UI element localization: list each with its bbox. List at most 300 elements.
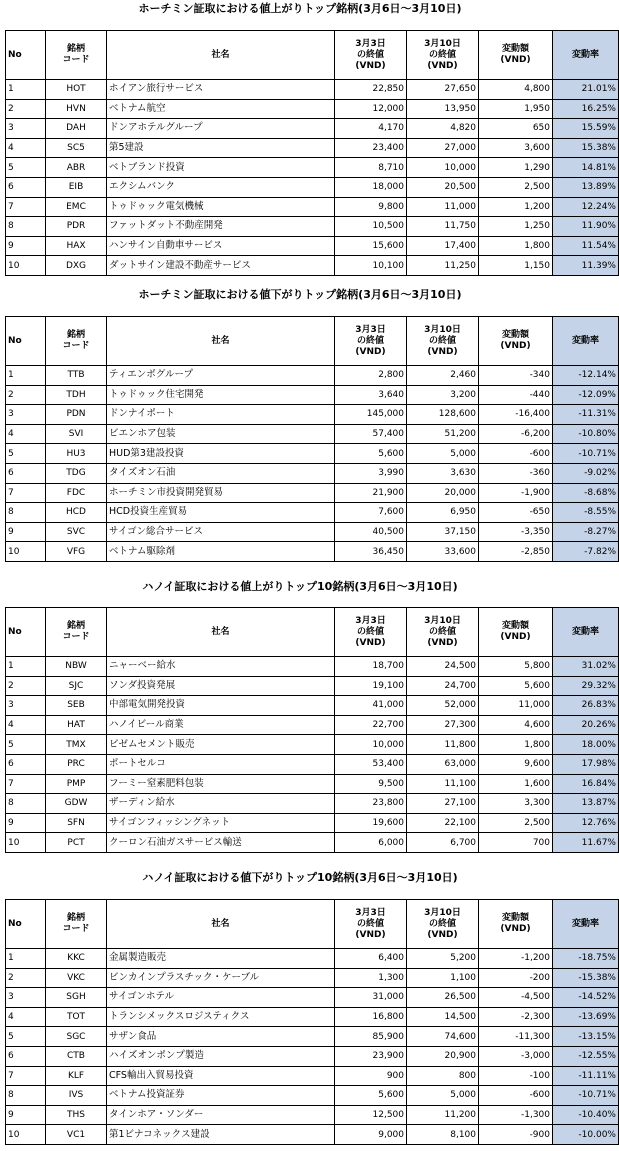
company-name: 中部電気開発投資 (107, 696, 335, 716)
close-mar10: 10,000 (407, 158, 479, 178)
header-code: 銘柄 コード (46, 608, 107, 657)
stock-code: HVN (46, 99, 107, 119)
close-mar3: 19,100 (335, 676, 407, 696)
row-no: 2 (6, 676, 46, 696)
table-row (6, 483, 619, 503)
table-row (6, 444, 619, 464)
table-row (6, 424, 619, 444)
close-mar3: 9,800 (335, 197, 407, 217)
table-row (6, 988, 619, 1008)
header-no: No (6, 608, 46, 657)
change-amount: 700 (479, 833, 553, 853)
change-amount: -1,300 (479, 1105, 553, 1125)
company-name: サザン食品 (107, 1027, 335, 1047)
change-rate: -12.09% (553, 385, 619, 405)
table-row (6, 385, 619, 405)
close-mar3: 41,000 (335, 696, 407, 716)
close-mar10: 6,700 (407, 833, 479, 853)
stock-code: SJC (46, 676, 107, 696)
company-name: ベトナム航空 (107, 99, 335, 119)
close-mar3: 7,600 (335, 503, 407, 523)
close-mar3: 9,500 (335, 774, 407, 794)
change-amount: -360 (479, 463, 553, 483)
change-rate: -8.27% (553, 522, 619, 542)
change-amount: 1,290 (479, 158, 553, 178)
stock-code: KLF (46, 1066, 107, 1086)
close-mar3: 16,800 (335, 1007, 407, 1027)
header-mar10-close: 3月10日 の終値 (VND) (407, 317, 479, 366)
company-name: トランシメックスロジスティクス (107, 1007, 335, 1027)
company-name: ドンナイポート (107, 405, 335, 425)
row-no: 1 (6, 657, 46, 677)
change-amount: -3,350 (479, 522, 553, 542)
table-row (6, 833, 619, 853)
change-rate: 26.83% (553, 696, 619, 716)
change-rate: 20.26% (553, 715, 619, 735)
header-name: 社名 (107, 31, 335, 80)
row-no: 5 (6, 1027, 46, 1047)
table-row (6, 542, 619, 562)
change-rate: -12.55% (553, 1046, 619, 1066)
close-mar10: 27,100 (407, 794, 479, 814)
change-amount: 1,800 (479, 236, 553, 256)
change-amount: 650 (479, 119, 553, 139)
close-mar3: 12,000 (335, 99, 407, 119)
close-mar10: 11,100 (407, 774, 479, 794)
change-rate: 12.24% (553, 197, 619, 217)
close-mar3: 10,500 (335, 217, 407, 237)
change-rate: 16.84% (553, 774, 619, 794)
stock-code: HOT (46, 80, 107, 100)
table-row (6, 968, 619, 988)
row-no: 6 (6, 1046, 46, 1066)
table-row (6, 754, 619, 774)
row-no: 2 (6, 968, 46, 988)
row-no: 1 (6, 80, 46, 100)
close-mar10: 26,500 (407, 988, 479, 1008)
change-amount: 4,600 (479, 715, 553, 735)
close-mar3: 1,300 (335, 968, 407, 988)
row-no: 5 (6, 735, 46, 755)
table-row (6, 177, 619, 197)
header-change: 変動額 (VND) (479, 900, 553, 949)
stock-code: GDW (46, 794, 107, 814)
close-mar10: 20,500 (407, 177, 479, 197)
table-row (6, 735, 619, 755)
close-mar3: 23,800 (335, 794, 407, 814)
table-title: ホーチミン証取における値上がりトップ銘柄(3月6日～3月10日) (138, 2, 462, 15)
change-rate: 17.98% (553, 754, 619, 774)
close-mar10: 17,400 (407, 236, 479, 256)
table-title: ハノイ証取における値下がりトップ10銘柄(3月6日～3月10日) (142, 871, 458, 884)
table-row (6, 256, 619, 276)
stock-code: VKC (46, 968, 107, 988)
table-row (6, 774, 619, 794)
change-amount: 5,600 (479, 676, 553, 696)
table-row (6, 676, 619, 696)
stock-code: KKC (46, 949, 107, 969)
close-mar10: 20,900 (407, 1046, 479, 1066)
change-amount: -4,500 (479, 988, 553, 1008)
stock-code: PMP (46, 774, 107, 794)
company-name: ドンアホテルグループ (107, 119, 335, 139)
table-row (6, 366, 619, 386)
row-no: 1 (6, 366, 46, 386)
change-amount: 1,800 (479, 735, 553, 755)
close-mar3: 900 (335, 1066, 407, 1086)
change-rate: -10.71% (553, 1086, 619, 1106)
header-name: 社名 (107, 900, 335, 949)
table-row (6, 1007, 619, 1027)
company-name: ビンカインプラスチック・ケーブル (107, 968, 335, 988)
company-name: サイゴンホテル (107, 988, 335, 1008)
stock-code: SGH (46, 988, 107, 1008)
change-rate: -7.82% (553, 542, 619, 562)
close-mar3: 2,800 (335, 366, 407, 386)
header-change: 変動額 (VND) (479, 608, 553, 657)
stock-code: EIB (46, 177, 107, 197)
change-amount: 11,000 (479, 696, 553, 716)
table-title: ホーチミン証取における値下がりトップ銘柄(3月6日～3月10日) (138, 288, 462, 301)
stock-code: HU3 (46, 444, 107, 464)
change-amount: 5,800 (479, 657, 553, 677)
change-rate: 11.67% (553, 833, 619, 853)
row-no: 5 (6, 444, 46, 464)
change-amount: 1,950 (479, 99, 553, 119)
close-mar10: 22,100 (407, 813, 479, 833)
table-row (6, 138, 619, 158)
close-mar10: 13,950 (407, 99, 479, 119)
company-name: 第1ビナコネックス建設 (107, 1125, 335, 1145)
table-row (6, 1027, 619, 1047)
change-rate: 11.39% (553, 256, 619, 276)
change-amount: -340 (479, 366, 553, 386)
row-no: 9 (6, 813, 46, 833)
header-code: 銘柄 コード (46, 31, 107, 80)
header-mar10-close: 3月10日 の終値 (VND) (407, 31, 479, 80)
header-mar3-close: 3月3日 の終値 (VND) (335, 900, 407, 949)
close-mar3: 85,900 (335, 1027, 407, 1047)
close-mar10: 1,100 (407, 968, 479, 988)
table-row (6, 99, 619, 119)
company-name: ザーディン給水 (107, 794, 335, 814)
company-name: ホイアン旅行サービス (107, 80, 335, 100)
table-row (6, 119, 619, 139)
table-row (6, 217, 619, 237)
company-name: CFS輸出入貿易投資 (107, 1066, 335, 1086)
header-no: No (6, 900, 46, 949)
close-mar10: 74,600 (407, 1027, 479, 1047)
table-header-row (6, 608, 619, 657)
close-mar3: 22,850 (335, 80, 407, 100)
row-no: 9 (6, 1105, 46, 1125)
table-row (6, 1066, 619, 1086)
close-mar3: 57,400 (335, 424, 407, 444)
table-header-row (6, 317, 619, 366)
row-no: 8 (6, 794, 46, 814)
row-no: 4 (6, 424, 46, 444)
company-name: サイゴンフィッシングネット (107, 813, 335, 833)
company-name: HUD第3建設投資 (107, 444, 335, 464)
company-name: ベトブランド投資 (107, 158, 335, 178)
change-amount: 3,600 (479, 138, 553, 158)
row-no: 6 (6, 754, 46, 774)
row-no: 4 (6, 138, 46, 158)
change-amount: -440 (479, 385, 553, 405)
change-rate: -11.11% (553, 1066, 619, 1086)
change-rate: 21.01% (553, 80, 619, 100)
close-mar3: 6,400 (335, 949, 407, 969)
change-rate: -10.80% (553, 424, 619, 444)
close-mar10: 11,250 (407, 256, 479, 276)
change-amount: -16,400 (479, 405, 553, 425)
change-rate: 11.90% (553, 217, 619, 237)
company-name: ソンダ投資発展 (107, 676, 335, 696)
change-rate: -11.31% (553, 405, 619, 425)
close-mar10: 11,750 (407, 217, 479, 237)
close-mar10: 24,500 (407, 657, 479, 677)
stock-code: SC5 (46, 138, 107, 158)
row-no: 6 (6, 177, 46, 197)
close-mar10: 20,000 (407, 483, 479, 503)
company-name: ビゼムセメント販売 (107, 735, 335, 755)
change-amount: -6,200 (479, 424, 553, 444)
close-mar10: 2,460 (407, 366, 479, 386)
close-mar3: 36,450 (335, 542, 407, 562)
company-name: ニャーベー給水 (107, 657, 335, 677)
header-mar3-close: 3月3日 の終値 (VND) (335, 608, 407, 657)
change-amount: -2,300 (479, 1007, 553, 1027)
row-no: 6 (6, 463, 46, 483)
change-amount: -900 (479, 1125, 553, 1145)
stock-table (5, 899, 619, 1145)
header-mar3-close: 3月3日 の終値 (VND) (335, 317, 407, 366)
close-mar3: 19,600 (335, 813, 407, 833)
change-rate: 11.54% (553, 236, 619, 256)
change-amount: -600 (479, 1086, 553, 1106)
stock-code: HCD (46, 503, 107, 523)
close-mar3: 5,600 (335, 444, 407, 464)
stock-code: HAT (46, 715, 107, 735)
close-mar3: 31,000 (335, 988, 407, 1008)
company-name: サイゴン総合サービス (107, 522, 335, 542)
change-rate: 15.38% (553, 138, 619, 158)
change-rate: -10.40% (553, 1105, 619, 1125)
close-mar3: 18,000 (335, 177, 407, 197)
close-mar3: 40,500 (335, 522, 407, 542)
stock-code: TOT (46, 1007, 107, 1027)
stock-code: PRC (46, 754, 107, 774)
company-name: ハンサイン自動車サービス (107, 236, 335, 256)
company-name: フーミー窒素肥料包装 (107, 774, 335, 794)
close-mar10: 11,000 (407, 197, 479, 217)
close-mar10: 51,200 (407, 424, 479, 444)
change-rate: 14.81% (553, 158, 619, 178)
stock-code: SVC (46, 522, 107, 542)
table-row (6, 1125, 619, 1145)
header-no: No (6, 317, 46, 366)
close-mar3: 6,000 (335, 833, 407, 853)
header-change-rate: 変動率 (553, 608, 619, 657)
close-mar10: 27,300 (407, 715, 479, 735)
close-mar3: 5,600 (335, 1086, 407, 1106)
table-row (6, 794, 619, 814)
header-name: 社名 (107, 317, 335, 366)
close-mar3: 10,100 (335, 256, 407, 276)
header-mar10-close: 3月10日 の終値 (VND) (407, 900, 479, 949)
close-mar3: 8,710 (335, 158, 407, 178)
table-row (6, 1046, 619, 1066)
company-name: ビエンホア包装 (107, 424, 335, 444)
table-row (6, 522, 619, 542)
row-no: 7 (6, 197, 46, 217)
row-no: 3 (6, 405, 46, 425)
change-amount: -100 (479, 1066, 553, 1086)
company-name: トゥドゥック住宅開発 (107, 385, 335, 405)
table-row (6, 405, 619, 425)
row-no: 10 (6, 542, 46, 562)
close-mar10: 11,200 (407, 1105, 479, 1125)
company-name: ハノイビール商業 (107, 715, 335, 735)
header-name: 社名 (107, 608, 335, 657)
stock-code: VC1 (46, 1125, 107, 1145)
table-row (6, 158, 619, 178)
stock-code: THS (46, 1105, 107, 1125)
table-row (6, 696, 619, 716)
row-no: 8 (6, 503, 46, 523)
close-mar10: 27,000 (407, 138, 479, 158)
close-mar10: 33,600 (407, 542, 479, 562)
change-amount: -2,850 (479, 542, 553, 562)
company-name: ベトナム投資証券 (107, 1086, 335, 1106)
change-rate: 16.25% (553, 99, 619, 119)
change-rate: 12.76% (553, 813, 619, 833)
close-mar10: 14,500 (407, 1007, 479, 1027)
company-name: 金属製造販売 (107, 949, 335, 969)
stock-code: ABR (46, 158, 107, 178)
row-no: 4 (6, 715, 46, 735)
table-row (6, 813, 619, 833)
change-amount: 4,800 (479, 80, 553, 100)
close-mar3: 21,900 (335, 483, 407, 503)
change-amount: -1,200 (479, 949, 553, 969)
row-no: 3 (6, 696, 46, 716)
row-no: 2 (6, 385, 46, 405)
stock-table (5, 30, 619, 276)
header-change-rate: 変動率 (553, 31, 619, 80)
change-rate: 29.32% (553, 676, 619, 696)
company-name: ティエンボグループ (107, 366, 335, 386)
change-rate: -13.69% (553, 1007, 619, 1027)
stock-table (5, 316, 619, 562)
stock-code: TDG (46, 463, 107, 483)
change-rate: -13.15% (553, 1027, 619, 1047)
stock-code: SGC (46, 1027, 107, 1047)
row-no: 3 (6, 988, 46, 1008)
close-mar10: 52,000 (407, 696, 479, 716)
stock-code: DXG (46, 256, 107, 276)
change-amount: -200 (479, 968, 553, 988)
change-amount: 1,150 (479, 256, 553, 276)
company-name: HCD投資生産貿易 (107, 503, 335, 523)
stock-code: DAH (46, 119, 107, 139)
change-amount: -3,000 (479, 1046, 553, 1066)
table-title: ハノイ証取における値上がりトップ10銘柄(3月6日～3月10日) (142, 580, 458, 593)
table-row (6, 197, 619, 217)
close-mar3: 12,500 (335, 1105, 407, 1125)
table-row (6, 463, 619, 483)
row-no: 7 (6, 1066, 46, 1086)
stock-code: SFN (46, 813, 107, 833)
change-amount: 2,500 (479, 177, 553, 197)
change-rate: 13.87% (553, 794, 619, 814)
change-amount: -600 (479, 444, 553, 464)
header-no: No (6, 31, 46, 80)
stock-code: TMX (46, 735, 107, 755)
change-amount: 3,300 (479, 794, 553, 814)
row-no: 9 (6, 236, 46, 256)
stock-code: IVS (46, 1086, 107, 1106)
row-no: 10 (6, 833, 46, 853)
row-no: 10 (6, 1125, 46, 1145)
stock-code: CTB (46, 1046, 107, 1066)
close-mar10: 6,950 (407, 503, 479, 523)
company-name: トゥドゥック電気機械 (107, 197, 335, 217)
change-rate: -18.75% (553, 949, 619, 969)
stock-code: TDH (46, 385, 107, 405)
header-code: 銘柄 コード (46, 900, 107, 949)
row-no: 10 (6, 256, 46, 276)
company-name: エクシムバンク (107, 177, 335, 197)
stock-table (5, 607, 619, 853)
change-rate: -10.00% (553, 1125, 619, 1145)
close-mar10: 3,200 (407, 385, 479, 405)
change-rate: 18.00% (553, 735, 619, 755)
close-mar10: 5,200 (407, 949, 479, 969)
close-mar10: 24,700 (407, 676, 479, 696)
change-rate: 31.02% (553, 657, 619, 677)
row-no: 7 (6, 483, 46, 503)
stock-code: SVI (46, 424, 107, 444)
table-header-row (6, 900, 619, 949)
row-no: 8 (6, 217, 46, 237)
stock-code: TTB (46, 366, 107, 386)
close-mar10: 4,820 (407, 119, 479, 139)
change-amount: -650 (479, 503, 553, 523)
company-name: ファットダット不動産開発 (107, 217, 335, 237)
table-row (6, 1086, 619, 1106)
table-row (6, 1105, 619, 1125)
change-amount: -11,300 (479, 1027, 553, 1047)
table-row (6, 657, 619, 677)
stock-code: PCT (46, 833, 107, 853)
change-rate: -12.14% (553, 366, 619, 386)
header-change-rate: 変動率 (553, 900, 619, 949)
change-amount: 1,200 (479, 197, 553, 217)
close-mar3: 4,170 (335, 119, 407, 139)
company-name: 第5建設 (107, 138, 335, 158)
company-name: ダットサイン建設不動産サービス (107, 256, 335, 276)
table-row (6, 715, 619, 735)
stock-code: SEB (46, 696, 107, 716)
table-row (6, 949, 619, 969)
stock-code: VFG (46, 542, 107, 562)
close-mar10: 3,630 (407, 463, 479, 483)
stock-code: NBW (46, 657, 107, 677)
header-change-rate: 変動率 (553, 317, 619, 366)
close-mar3: 145,000 (335, 405, 407, 425)
change-amount: 1,250 (479, 217, 553, 237)
